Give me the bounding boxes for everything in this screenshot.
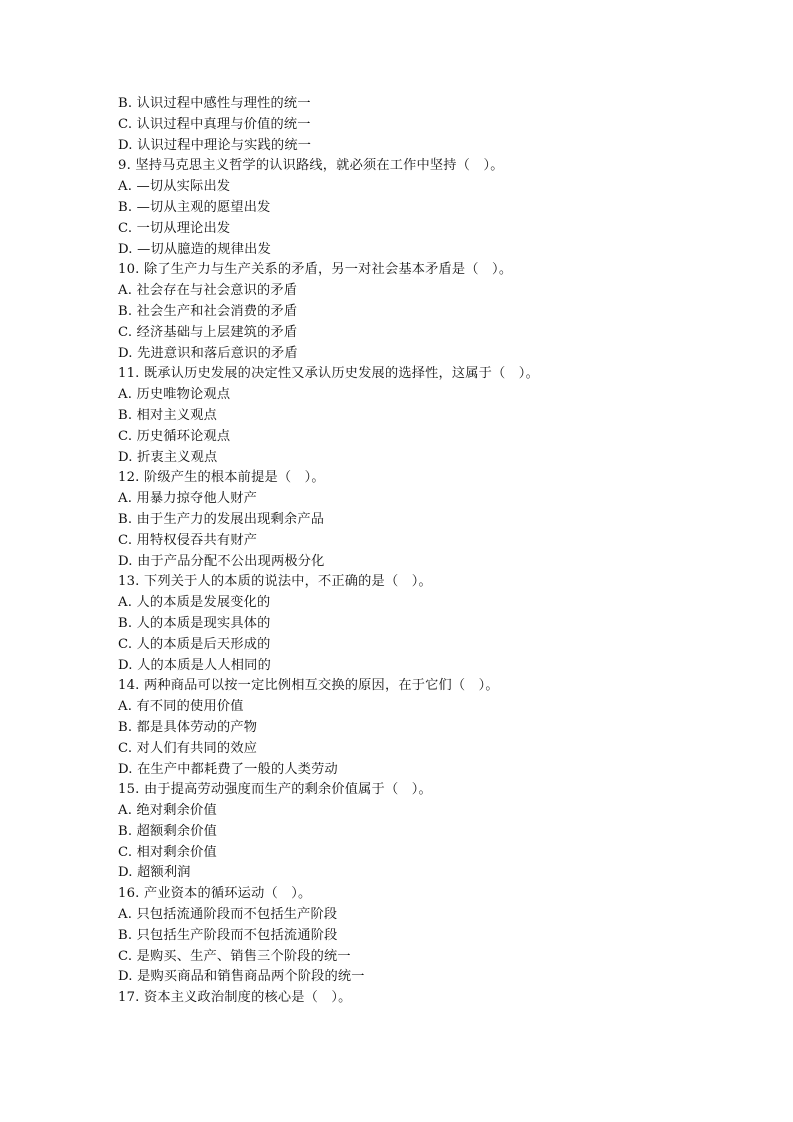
question-17: 17. 资本主义政治制度的核心是（ ）。 <box>118 990 352 1006</box>
option-b-line: B. 只包括生产阶段而不包括流通阶段 <box>118 927 338 943</box>
option-d-line: D. —切从臆造的规律出发 <box>118 241 271 257</box>
option-b-line: B. 超额剩余价值 <box>118 823 217 839</box>
question-9: 9. 坚持马克思主义哲学的认识路线，就必须在工作中坚持（ ）。 <box>118 158 504 174</box>
option-a-line: A. 绝对剩余价值 <box>118 803 217 819</box>
question-11: 11. 既承认历史发展的决定性又承认历史发展的选择性，这属于（ ）。 <box>118 366 539 382</box>
option-c-line: C. 用特权侵吞共有财产 <box>118 532 258 548</box>
question-10: 10. 除了生产力与生产关系的矛盾，另一对社会基本矛盾是（ ）。 <box>118 262 513 278</box>
option-c-line: C. 是购买、生产、销售三个阶段的统一 <box>118 948 351 964</box>
option-b-line: B. 认识过程中感性与理性的统一 <box>118 96 311 111</box>
question-14: 14. 两种商品可以按一定比例相互交换的原因，在于它们（ ）。 <box>118 678 499 694</box>
option-b-line: B. 社会生产和社会消费的矛盾 <box>118 303 298 319</box>
option-d-line: D. 在生产中都耗费了一般的人类劳动 <box>118 761 338 777</box>
option-a-line: A. 历史唯物论观点 <box>118 387 231 403</box>
option-d-line: D. 先进意识和落后意识的矛盾 <box>118 345 298 361</box>
option-c-line: C. 相对剩余价值 <box>118 844 217 860</box>
option-b-line: B. —切从主观的愿望出发 <box>118 199 271 215</box>
option-a-line: A. 人的本质是发展变化的 <box>118 595 271 611</box>
option-a-line: A. 只包括流通阶段而不包括生产阶段 <box>118 907 338 923</box>
question-text-block <box>118 94 718 1009</box>
option-d-line: D. 由于产品分配不公出现两极分化 <box>118 553 325 569</box>
option-c-line: C. 经济基础与上层建筑的矛盾 <box>118 324 298 340</box>
option-b-line: B. 由于生产力的发展出现剩余产品 <box>118 511 325 527</box>
option-a-line: A. 用暴力掠夺他人财产 <box>118 491 257 507</box>
option-a-line: A. 社会存在与社会意识的矛盾 <box>118 283 298 299</box>
option-d-line: D. 认识过程中理论与实践的统一 <box>118 137 312 153</box>
question-15: 15. 由于提高劳动强度而生产的剩余价值属于（ ）。 <box>118 782 432 798</box>
option-d-line: D. 人的本质是人人相同的 <box>118 657 271 673</box>
option-c-line: C. 一切从理论出发 <box>118 220 231 236</box>
option-d-line: D. 超额利润 <box>118 865 191 881</box>
question-13: 13. 下列关于人的本质的说法中，不正确的是（ ）。 <box>118 574 432 590</box>
option-c-line: C. 人的本质是后天形成的 <box>118 636 271 652</box>
option-c-line: C. 认识过程中真理与价值的统一 <box>118 116 311 132</box>
option-c-line: C. 历史循环论观点 <box>118 428 231 444</box>
question-16: 16. 产业资本的循环运动（ ）。 <box>118 886 312 902</box>
option-b-line: B. 都是具体劳动的产物 <box>118 719 258 735</box>
option-a-line: A. —切从实际出发 <box>118 179 231 195</box>
option-d-line: D. 是购买商品和销售商品两个阶段的统一 <box>118 969 365 985</box>
option-b-line: B. 人的本质是现实具体的 <box>118 615 271 631</box>
option-d-line: D. 折衷主义观点 <box>118 449 218 465</box>
question-12: 12. 阶级产生的根本前提是（ ）。 <box>118 470 325 486</box>
option-b-line: B. 相对主义观点 <box>118 407 217 423</box>
option-c-line: C. 对人们有共同的效应 <box>118 740 258 756</box>
option-a-line: A. 有不同的使用价值 <box>118 699 244 715</box>
